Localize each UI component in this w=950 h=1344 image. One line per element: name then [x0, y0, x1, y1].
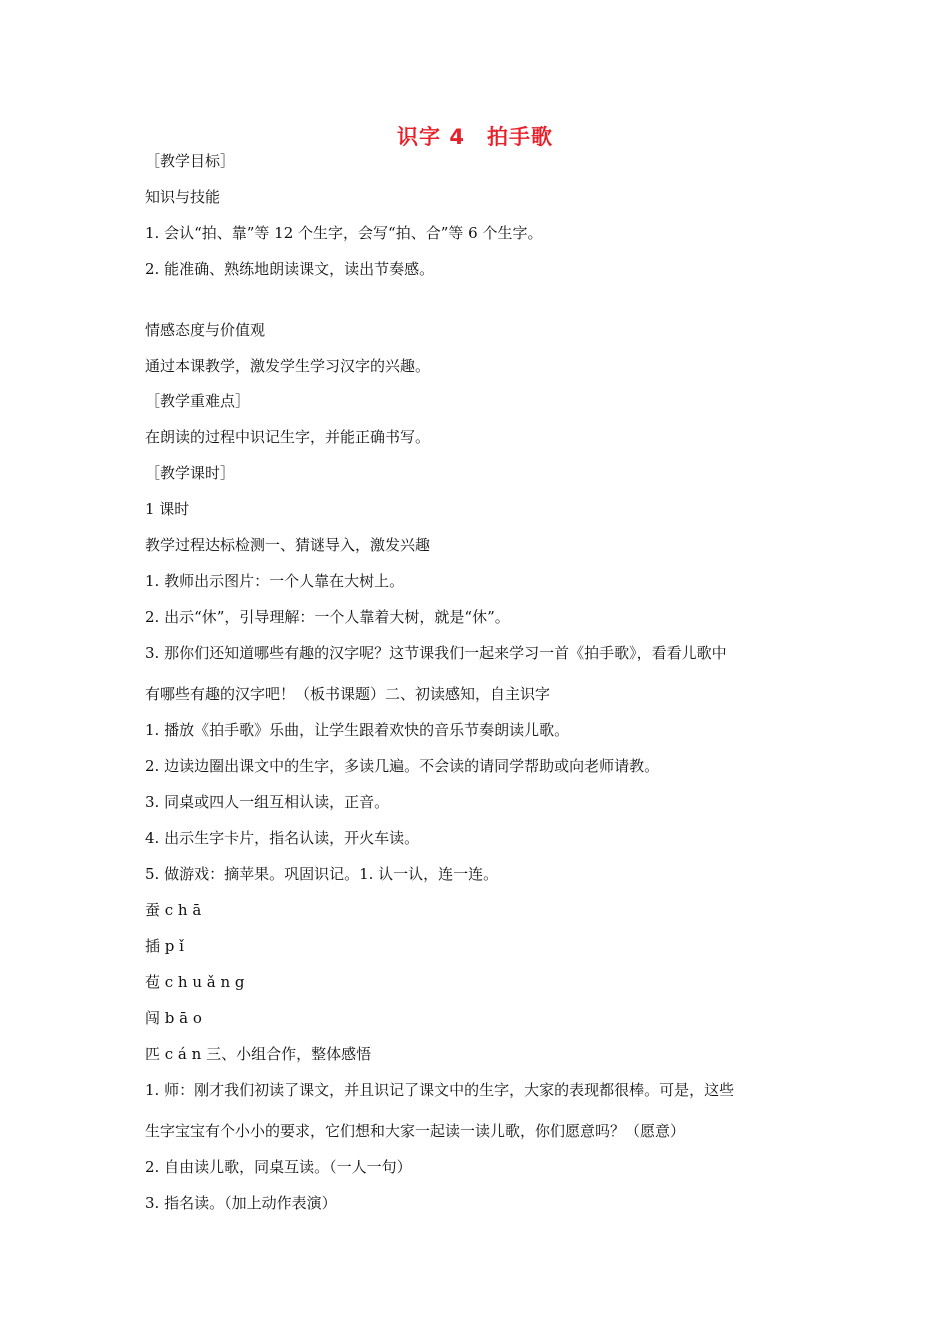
- text-line: 教学过程达标检测一、猜谜导入，激发兴趣: [145, 536, 431, 554]
- text-line: 2. 自由读儿歌，同桌互读。（一人一句）: [145, 1158, 412, 1176]
- text-line: 1. 会认“拍、靠”等 12 个生字，会写“拍、合”等 6 个生字。: [145, 224, 543, 242]
- pinyin-match-line: 蚕 c h ā: [145, 901, 202, 919]
- text-line: 2. 边读边圈出课文中的生字，多读几遍。不会读的请同学帮助或向老师请教。: [145, 757, 660, 775]
- text-line: 5. 做游戏：摘苹果。巩固识记。1. 认一认，连一连。: [145, 865, 499, 883]
- text-line: 通过本课教学，激发学生学习汉字的兴趣。: [145, 357, 431, 375]
- text-line: 2. 出示“休”，引导理解：一个人靠着大树，就是“休”。: [145, 608, 510, 626]
- pinyin-match-line: 匹 c á n 三、小组合作，整体感悟: [145, 1045, 372, 1063]
- text-line: 1 课时: [145, 500, 190, 518]
- text-line: 3. 指名读。（加上动作表演）: [145, 1194, 337, 1212]
- pinyin-match-line: 插 p ǐ: [145, 937, 184, 955]
- text-line: 3. 同桌或四人一组互相认读，正音。: [145, 793, 390, 811]
- text-line: 2. 能准确、熟练地朗读课文，读出节奏感。: [145, 260, 435, 278]
- text-line: 4. 出示生字卡片，指名认读，开火车读。: [145, 829, 420, 847]
- pinyin-match-line: 苞 c h u ǎ n g: [145, 973, 245, 991]
- document-title: 识字 4 拍手歌: [397, 125, 553, 149]
- text-line: 生字宝宝有个小小的要求，它们想和大家一起读一读儿歌，你们愿意吗？（愿意）: [145, 1122, 686, 1140]
- section-heading-key-points: ［教学重难点］: [145, 392, 251, 410]
- subheading-emotion-values: 情感态度与价值观: [145, 321, 266, 339]
- text-line: 有哪些有趣的汉字吧！（板书课题）二、初读感知，自主识字: [145, 685, 551, 703]
- subheading-knowledge-skills: 知识与技能: [145, 188, 221, 206]
- pinyin-match-line: 闯 b ā o: [145, 1009, 202, 1027]
- text-line: 1. 师：刚才我们初读了课文，并且识记了课文中的生字，大家的表现都很棒。可是，这些: [145, 1081, 735, 1099]
- section-heading-objectives: ［教学目标］: [145, 152, 236, 170]
- text-line: 在朗读的过程中识记生字，并能正确书写。: [145, 428, 431, 446]
- text-line: 3. 那你们还知道哪些有趣的汉字呢？这节课我们一起来学习一首《拍手歌》，看看儿歌中: [145, 644, 727, 662]
- text-line: 1. 教师出示图片：一个人靠在大树上。: [145, 572, 405, 590]
- text-line: 1. 播放《拍手歌》乐曲，让学生跟着欢快的音乐节奏朗读儿歌。: [145, 721, 570, 739]
- section-heading-class-hours: ［教学课时］: [145, 464, 236, 482]
